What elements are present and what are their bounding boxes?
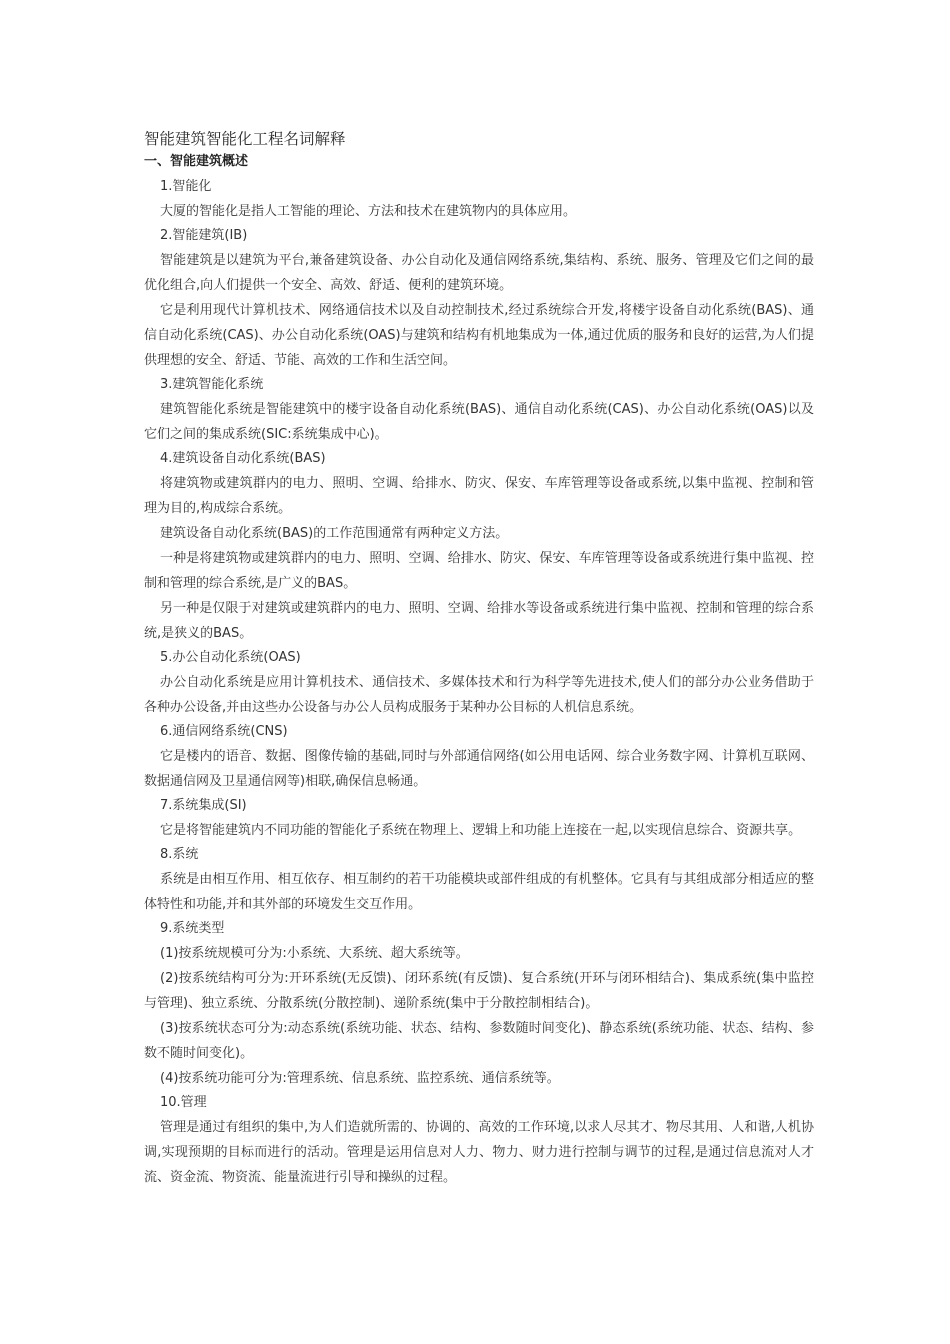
item-heading: 3.建筑智能化系统 [160,377,264,392]
section-heading: 一、智能建筑概述 [144,154,249,169]
paragraph: (2)按系统结构可分为:开环系统(无反馈)、闭环系统(有反馈)、复合系统(开环与闭环相结合)、集成系统(集中监控与管理)、独立系统、分散系统(分散控制)、递阶系统(集中于分散控制相结合)。 [144,971,814,1011]
paragraph: 管理是通过有组织的集中,为人们造就所需的、协调的、高效的工作环境,以求人尽其才、物尽其用、人和谐,人机协调,实现预期的目标而进行的活动。管理是运用信息对人力、物力、财力进行控制与调节的过程,是通过信息流对人才流、资金流、物资流、能量流进行引导和操纵的过程。 [144,1120,814,1185]
item-heading: 5.办公自动化系统(OAS) [160,650,301,665]
item-heading: 8.系统 [160,847,199,862]
item-heading: 6.通信网络系统(CNS) [160,724,288,739]
content-blocks [144,175,814,1190]
paragraph: 建筑智能化系统是智能建筑中的楼宇设备自动化系统(BAS)、通信自动化系统(CAS)、办公自动化系统(OAS)以及它们之间的集成系统(SIC:系统集成中心)。 [144,402,814,442]
paragraph: 系统是由相互作用、相互依存、相互制约的若干功能模块或部件组成的有机整体。它具有与其组成部分相适应的整体特性和功能,并和其外部的环境发生交互作用。 [144,872,814,912]
paragraph: 它是利用现代计算机技术、网络通信技术以及自动控制技术,经过系统综合开发,将楼宇设备自动化系统(BAS)、通信自动化系统(CAS)、办公自动化系统(OAS)与建筑和结构有机地集成为一体,通过优质的服务和良好的运营,为人们提供理想的安全、舒适、节能、高效的工作和生活空间。 [144,303,814,368]
item-heading: 7.系统集成(SI) [160,798,247,813]
paragraph: 它是楼内的语音、数据、图像传输的基础,同时与外部通信网络(如公用电话网、综合业务数字网、计算机互联网、数据通信网及卫星通信网等)相联,确保信息畅通。 [144,749,814,789]
item-heading: 4.建筑设备自动化系统(BAS) [160,451,326,466]
item-heading: 10.管理 [160,1095,207,1110]
paragraph: (1)按系统规模可分为:小系统、大系统、超大系统等。 [160,946,469,961]
paragraph: 另一种是仅限于对建筑或建筑群内的电力、照明、空调、给排水等设备或系统进行集中监视、控制和管理的综合系统,是狭义的BAS。 [144,601,814,641]
paragraph: (4)按系统功能可分为:管理系统、信息系统、监控系统、通信系统等。 [160,1071,560,1086]
item-heading: 2.智能建筑(IB) [160,228,248,243]
paragraph: 一种是将建筑物或建筑群内的电力、照明、空调、给排水、防灾、保安、车库管理等设备或系统进行集中监视、控制和管理的综合系统,是广义的BAS。 [144,551,814,591]
paragraph: 它是将智能建筑内不同功能的智能化子系统在物理上、逻辑上和功能上连接在一起,以实现信息综合、资源共享。 [160,823,802,838]
item-heading: 1.智能化 [160,179,212,194]
paragraph: 将建筑物或建筑群内的电力、照明、空调、给排水、防灾、保安、车库管理等设备或系统,以集中监视、控制和管理为目的,构成综合系统。 [144,476,814,516]
document-body [144,127,814,1190]
paragraph: 办公自动化系统是应用计算机技术、通信技术、多媒体技术和行为科学等先进技术,使人们的部分办公业务借助于各种办公设备,并由这些办公设备与办公人员构成服务于某种办公目标的人机信息系统。 [144,675,814,715]
paragraph: 建筑设备自动化系统(BAS)的工作范围通常有两种定义方法。 [160,526,509,541]
item-heading: 9.系统类型 [160,921,225,936]
paragraph: (3)按系统状态可分为:动态系统(系统功能、状态、结构、参数随时间变化)、静态系统(系统功能、状态、结构、参数不随时间变化)。 [144,1021,814,1061]
document-title: 智能建筑智能化工程名词解释 [144,130,346,148]
paragraph: 大厦的智能化是指人工智能的理论、方法和技术在建筑物内的具体应用。 [160,204,577,219]
paragraph: 智能建筑是以建筑为平台,兼备建筑设备、办公自动化及通信网络系统,集结构、系统、服务、管理及它们之间的最优化组合,向人们提供一个安全、高效、舒适、便利的建筑环境。 [144,253,814,293]
